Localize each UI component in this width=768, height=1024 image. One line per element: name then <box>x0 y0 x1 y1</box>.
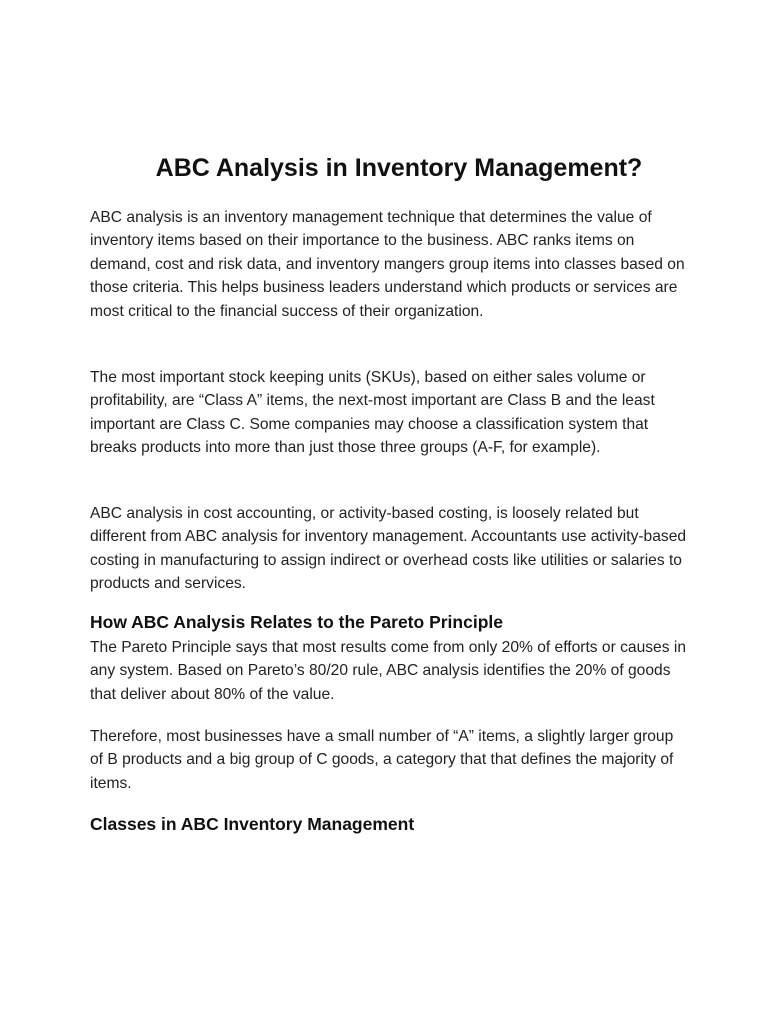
paragraph-abc-definition: ABC analysis is an inventory management technique that determines the value of inventory items based on their importance to the business. ABC ranks items on demand, cost and risk data, and inventory mangers group items into classes based on those criteria. This helps business leaders understand which products or services are most critical to the financial success of their organization. <box>90 209 685 320</box>
paragraph-cost-accounting: ABC analysis in cost accounting, or activity-based costing, is loosely related but different from ABC analysis for inventory management. Accountants use activity-based costing in manufacturing to assign indirect or overhead costs like utilities or salaries to products and services. <box>90 505 687 593</box>
document-title: ABC Analysis in Inventory Management? <box>155 154 643 182</box>
paragraph-pareto-rule: The Pareto Principle says that most results come from only 20% of efforts or causes in any system. Based on Pareto’s 80/20 rule, ABC analysis identifies the 20% of goods that deliver about 80% of the value. <box>90 639 686 703</box>
heading-pareto-principle: How ABC Analysis Relates to the Pareto Principle <box>90 612 503 632</box>
paragraph-abc-classes: The most important stock keeping units (SKUs), based on either sales volume or profitability, are “Class A” items, the next-most important are Class B and the least important are Class C. Some companies may choose a classification system that breaks products into more than just those three groups (A-F, for example). <box>90 369 655 457</box>
paragraph-item-groups: Therefore, most businesses have a small number of “A” items, a slightly larger group of B products and a big group of C goods, a category that that defines the majority of items. <box>90 728 674 792</box>
heading-abc-classes: Classes in ABC Inventory Management <box>90 814 415 834</box>
